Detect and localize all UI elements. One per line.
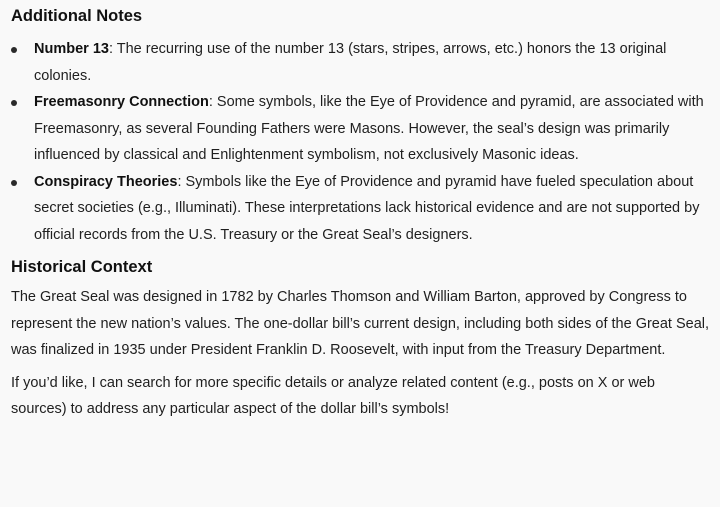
context-paragraph: The Great Seal was designed in 1782 by Charles Thomson and William Barton, approved by Congress to represent the new nation’s values. The one-dollar bill’s current design, including both sides of the Great Seal, was finalized in 1935 under President Franklin D. Roosevelt, with input from the Treasury Department. <box>11 289 710 358</box>
list-item-text: : Symbols like the Eye of Providence and pyramid have fueled speculation about secret societies (e.g., Illuminati). These interpretations lack historical evidence and are not supported by official records from the U.S. Treasury or the Great Seal’s designers. <box>34 173 700 243</box>
bullet-icon <box>11 100 17 106</box>
bullet-icon <box>11 47 17 53</box>
list-item-term: Freemasonry Connection <box>34 94 209 110</box>
list-item-conspiracy <box>11 169 710 249</box>
section-heading-historical-context: Historical Context <box>11 258 153 276</box>
list-item-text: : The recurring use of the number 13 (stars, stripes, arrows, etc.) honors the 13 original colonies. <box>34 41 667 84</box>
list-item-number-13 <box>11 36 710 89</box>
notes-list <box>11 36 710 248</box>
closing-paragraph: If you’d like, I can search for more specific details or analyze related content (e.g., posts on X or web sources) to address any particular aspect of the dollar bill’s symbols! <box>11 374 655 417</box>
list-item-term: Conspiracy Theories <box>34 173 178 190</box>
section-heading-additional-notes: Additional Notes <box>11 7 143 25</box>
list-item-text: : Some symbols, like the Eye of Providence and pyramid, are associated with Freemasonry, as several Founding Fathers were Masons. However, the seal’s design was primarily influenced by classical and Enlightenment symbolism, not exclusively Masonic ideas. <box>34 94 704 163</box>
list-item-term: Number 13 <box>34 41 109 57</box>
list-item-freemasonry <box>11 89 710 169</box>
bullet-icon <box>11 180 17 186</box>
